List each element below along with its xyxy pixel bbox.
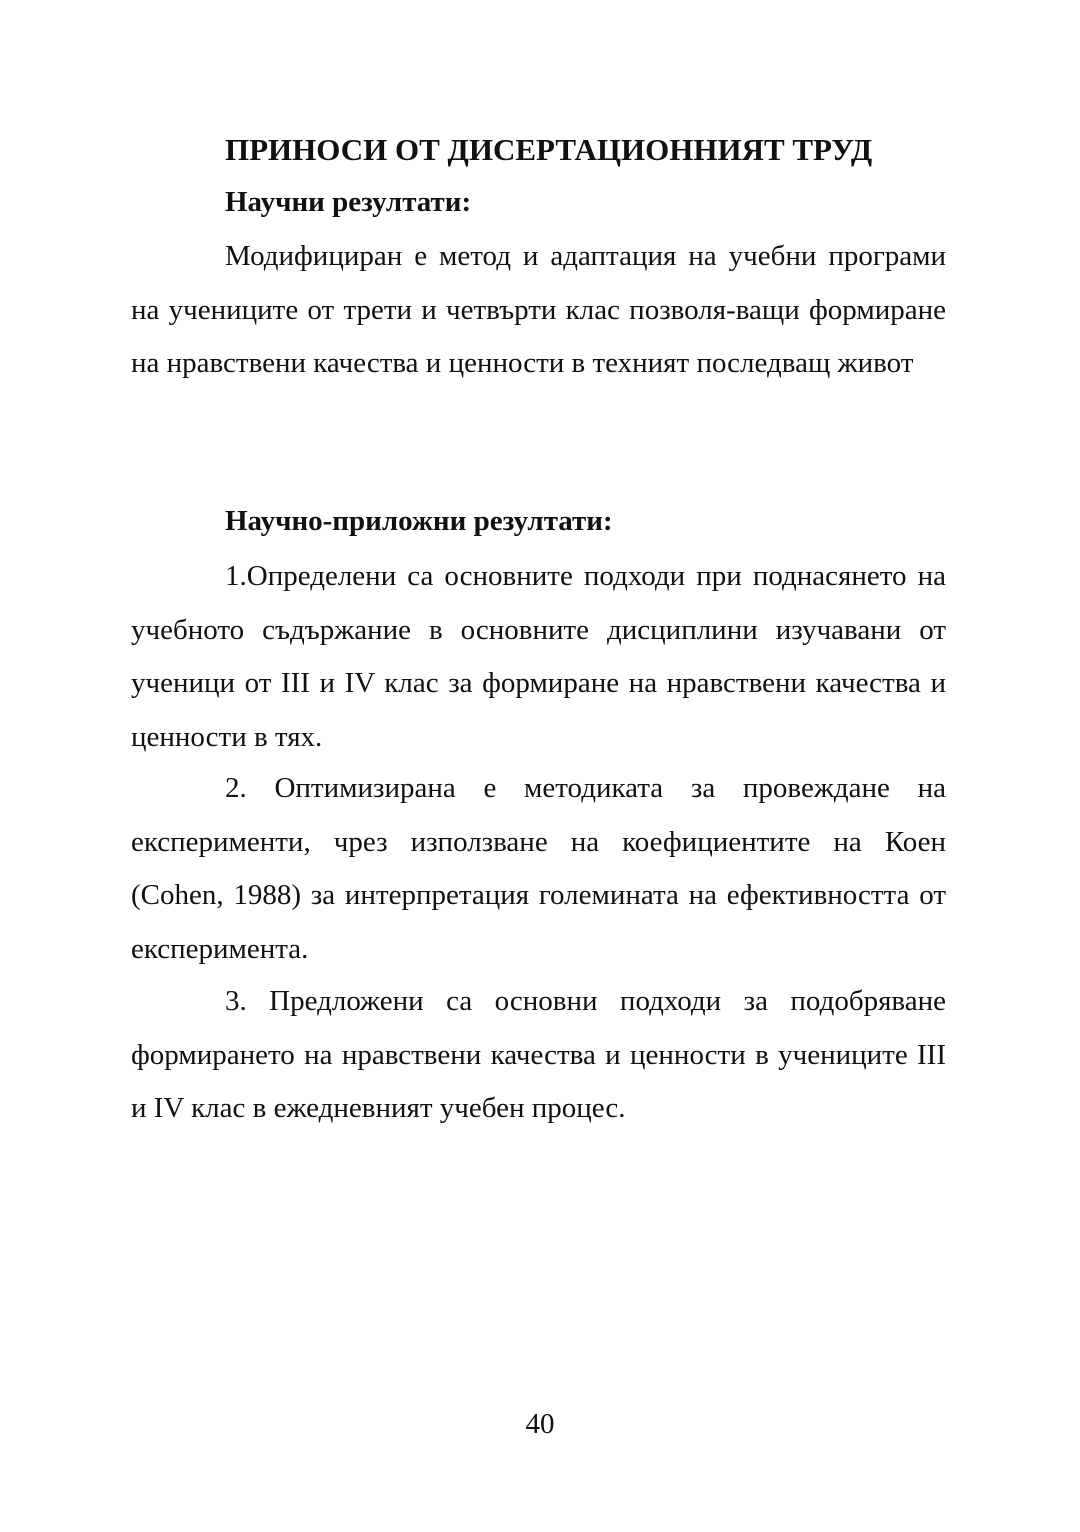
page-number: 40 [525,1408,555,1440]
applied-result-item-2: 2. Оптимизирана е методиката за провеждане на експерименти, чрез използване на коефициентите на Коен (Cohen, 1988) за интерпретация големината на ефективността от експеримента. [131,772,946,965]
applied-result-item-3: 3. Предложени са основни подходи за подобряване формирането на нравствени качества и ценности в учениците III и IV клас в ежедневният учебен процес. [131,985,946,1124]
applied-results-heading: Научно-приложни резултати: [225,505,613,537]
document-title: ПРИНОСИ ОТ ДИСЕРТАЦИОННИЯТ ТРУД [225,132,873,167]
scientific-results-paragraph: Модифициран е метод и адаптация на учебни програми на учениците от трети и четвърти клас позволя-ващи формиране на нравствени качества и ценности в техният последващ живот [131,240,946,379]
applied-result-item-1: 1.Определени са основните подходи при поднасянето на учебното съдържание в основните дисциплини изучавани от ученици от III и IV клас за формиране на нравствени качества и ценности в тях. [131,560,946,753]
scientific-results-heading: Научни резултати: [225,186,472,218]
